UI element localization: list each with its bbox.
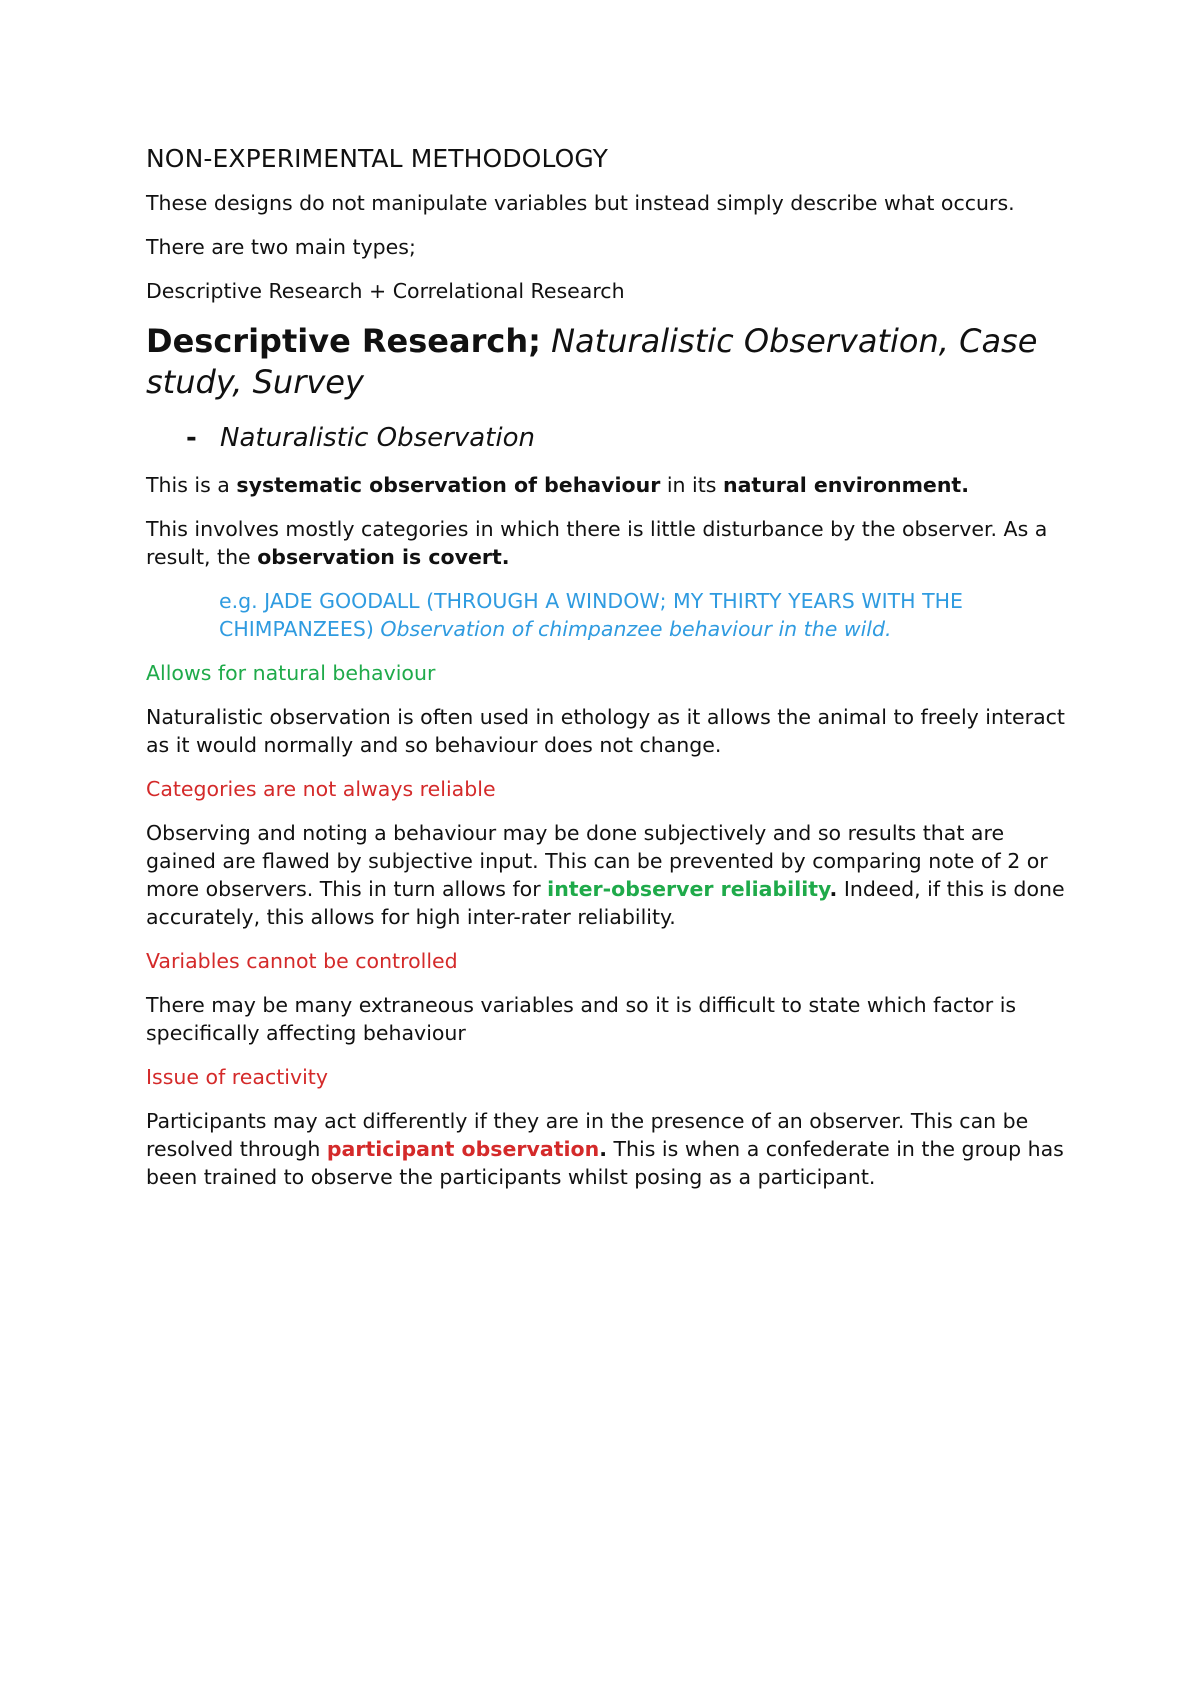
reactivity-keyword: participant observation xyxy=(326,1137,600,1161)
strength-paragraph: Naturalistic observation is often used in ethology as it allows the animal to freely interact as it would normally and so behaviour does not change. xyxy=(146,705,1065,757)
reactivity-text-2: This is when a confederate in the group has been trained to observe the participants whilst posing as a participant. xyxy=(146,1137,1064,1189)
document-page xyxy=(146,142,1076,1207)
bullet-dash: - xyxy=(186,423,197,453)
definition-text-2: in its xyxy=(660,473,723,497)
example-italic: Observation of chimpanzee behaviour in the wild. xyxy=(380,617,892,641)
limitation-paragraph-reactivity xyxy=(146,1107,1076,1191)
reactivity-text-1: Participants may act differently if they are in the presence of an observer. This can be resolved through xyxy=(146,1109,1029,1161)
section-heading xyxy=(146,321,1076,403)
types-list-paragraph: Descriptive Research + Correlational Research xyxy=(146,279,625,303)
limitation-heading-variables: Variables cannot be controlled xyxy=(146,949,458,973)
document-title: NON-EXPERIMENTAL METHODOLOGY xyxy=(146,144,608,173)
example-paragraph xyxy=(219,587,1076,643)
subsection-heading-text: Naturalistic Observation xyxy=(220,423,535,453)
reliability-keyword: inter-observer reliability xyxy=(547,877,830,901)
involves-text: This involves mostly categories in which there is little disturbance by the observer. As a result, the xyxy=(146,517,1048,569)
limitation-heading-reliability: Categories are not always reliable xyxy=(146,777,496,801)
definition-bold-1: systematic observation of behaviour xyxy=(236,473,661,497)
section-heading-rest: Naturalistic Observation, Case study, Survey xyxy=(146,322,1038,401)
section-heading-lead: Descriptive Research; xyxy=(146,322,541,360)
limitation-paragraph-variables: There may be many extraneous variables and so it is difficult to state which factor is specifically affecting behaviour xyxy=(146,993,1017,1045)
strength-heading: Allows for natural behaviour xyxy=(146,661,436,685)
definition-paragraph xyxy=(146,471,1076,499)
limitation-paragraph-reliability xyxy=(146,819,1076,931)
reactivity-keyword-period: . xyxy=(599,1137,607,1161)
intro-paragraph: These designs do not manipulate variables but instead simply describe what occurs. xyxy=(146,191,1015,215)
types-paragraph: There are two main types; xyxy=(146,235,416,259)
reliability-keyword-period: . xyxy=(829,877,838,901)
subsection-heading xyxy=(186,421,1076,455)
definition-text-1: This is a xyxy=(146,473,237,497)
reliability-text-1: Observing and noting a behaviour may be done subjectively and so results that are gained are flawed by subjective input. This can be prevented by comparing note of 2 or more observers. This in turn allows for xyxy=(146,821,1048,901)
reliability-text-2: Indeed, if this is done accurately, this allows for high inter-rater reliability. xyxy=(146,877,1065,929)
limitation-heading-reactivity: Issue of reactivity xyxy=(146,1065,328,1089)
involves-bold: observation is covert. xyxy=(257,545,510,569)
example-plain: e.g. JADE GOODALL (THROUGH A WINDOW; MY THIRTY YEARS WITH THE CHIMPANZEES) xyxy=(219,589,963,641)
definition-bold-2: natural environment. xyxy=(722,473,970,497)
involves-paragraph xyxy=(146,515,1076,571)
